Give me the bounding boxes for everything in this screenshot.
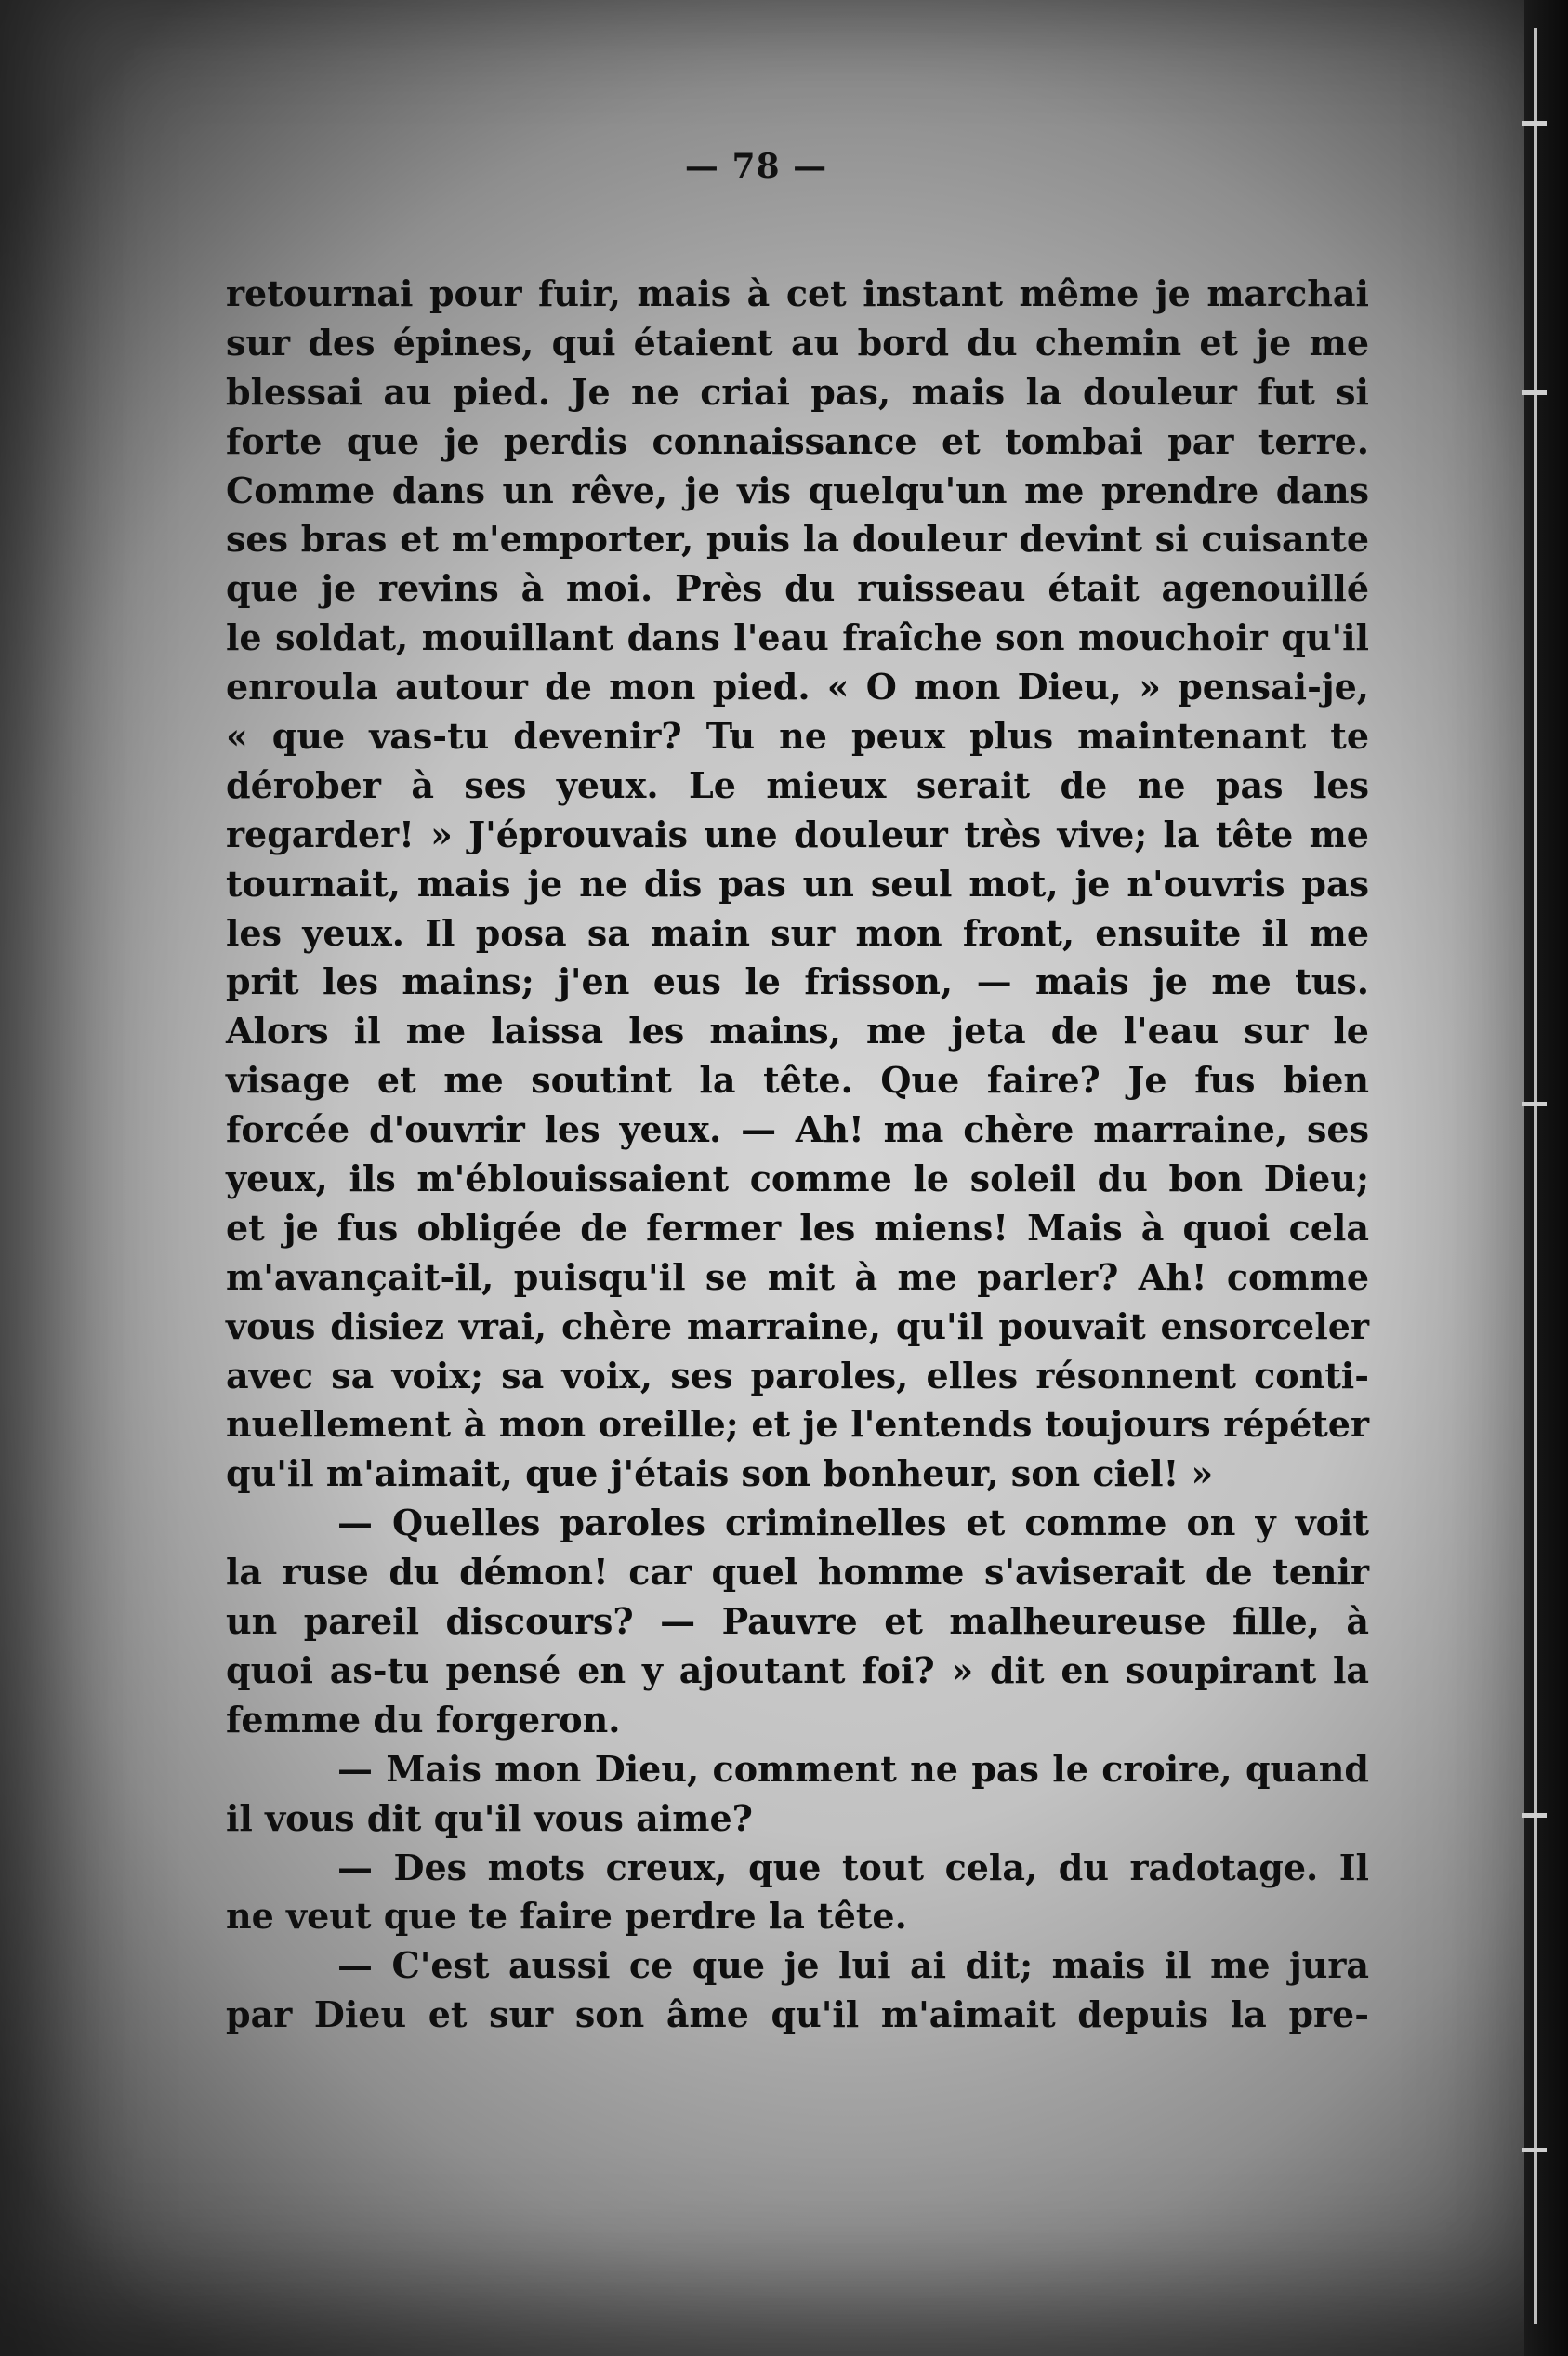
- text-line: que je revins à moi. Près du ruisseau était agenouillé: [226, 567, 1369, 610]
- text-line: « que vas-tu devenir? Tu ne peux plus maintenant te: [226, 715, 1369, 758]
- text-line: et je fus obligée de fermer les miens! Mais à quoi cela: [226, 1206, 1369, 1249]
- text-line: forcée d'ouvrir les yeux. — Ah! ma chère marraine, ses: [226, 1108, 1369, 1151]
- text-line: les yeux. Il posa sa main sur mon front, ensuite il me: [226, 911, 1369, 954]
- page-binding-edge: [1524, 0, 1568, 2356]
- text-line: forte que je perdis connaissance et tombai par terre.: [226, 419, 1369, 462]
- text-line: — C'est aussi ce que je lui ai dit; mais il me jura: [337, 1944, 1369, 1987]
- text-line: Alors il me laissa les mains, me jeta de l'eau sur le: [226, 1010, 1369, 1052]
- text-line: par Dieu et sur son âme qu'il m'aimait depuis la pre-: [226, 1993, 1369, 2036]
- text-line: il vous dit qu'il vous aime?: [226, 1796, 753, 1839]
- binding-mark: [1522, 2148, 1547, 2152]
- text-line: blessai au pied. Je ne criai pas, mais la douleur fut si: [226, 370, 1369, 413]
- text-line: vous disiez vrai, chère marraine, qu'il pouvait ensorceler: [226, 1304, 1369, 1347]
- binding-rule: [1534, 28, 1537, 2324]
- text-line: prit les mains; j'en eus le frisson, — mais je me tus.: [226, 960, 1369, 1003]
- text-line: enroula autour de mon pied. « O mon Dieu, » pensai-je,: [226, 666, 1369, 708]
- text-line: — Des mots creux, que tout cela, du radotage. Il: [337, 1846, 1369, 1888]
- text-line: — Quelles paroles criminelles et comme on y voit: [337, 1502, 1369, 1544]
- page-number: — 78 —: [684, 147, 828, 186]
- text-line: quoi as-tu pensé en y ajoutant foi? » dit en soupirant la: [226, 1648, 1369, 1691]
- text-line: tournait, mais je ne dis pas un seul mot, je n'ouvris pas: [226, 862, 1369, 905]
- text-line: sur des épines, qui étaient au bord du chemin et je me: [226, 321, 1369, 364]
- text-line: ne veut que te faire perdre la tête.: [226, 1895, 907, 1938]
- binding-mark: [1522, 1813, 1547, 1818]
- binding-mark: [1522, 1102, 1547, 1106]
- text-line: qu'il m'aimait, que j'étais son bonheur, son ciel! »: [226, 1452, 1214, 1495]
- binding-mark: [1522, 390, 1547, 395]
- text-line: m'avançait-il, puisqu'il se mit à me parler? Ah! comme: [226, 1255, 1369, 1298]
- body-text: [226, 270, 1369, 2040]
- text-line: avec sa voix; sa voix, ses paroles, elles résonnent conti-: [226, 1354, 1369, 1396]
- text-line: — Mais mon Dieu, comment ne pas le croire, quand: [337, 1747, 1369, 1790]
- text-line: femme du forgeron.: [226, 1698, 621, 1741]
- text-line: un pareil discours? — Pauvre et malheureuse fille, à: [226, 1600, 1369, 1643]
- text-line: dérober à ses yeux. Le mieux serait de ne pas les: [226, 763, 1369, 806]
- text-line: le soldat, mouillant dans l'eau fraîche son mouchoir qu'il: [226, 616, 1369, 659]
- text-line: yeux, ils m'éblouissaient comme le soleil du bon Dieu;: [226, 1158, 1369, 1200]
- text-line: regarder! » J'éprouvais une douleur très vive; la tête me: [226, 813, 1369, 855]
- text-line: retournai pour fuir, mais à cet instant même je marchai: [226, 272, 1369, 314]
- text-line: visage et me soutint la tête. Que faire? Je fus bien: [226, 1059, 1369, 1102]
- text-line: Comme dans un rêve, je vis quelqu'un me prendre dans: [226, 469, 1369, 511]
- text-line: nuellement à mon oreille; et je l'entends toujours répéter: [226, 1403, 1369, 1446]
- binding-mark: [1522, 121, 1547, 126]
- text-line: ses bras et m'emporter, puis la douleur devint si cuisante: [226, 518, 1369, 561]
- text-line: la ruse du démon! car quel homme s'aviserait de tenir: [226, 1551, 1369, 1594]
